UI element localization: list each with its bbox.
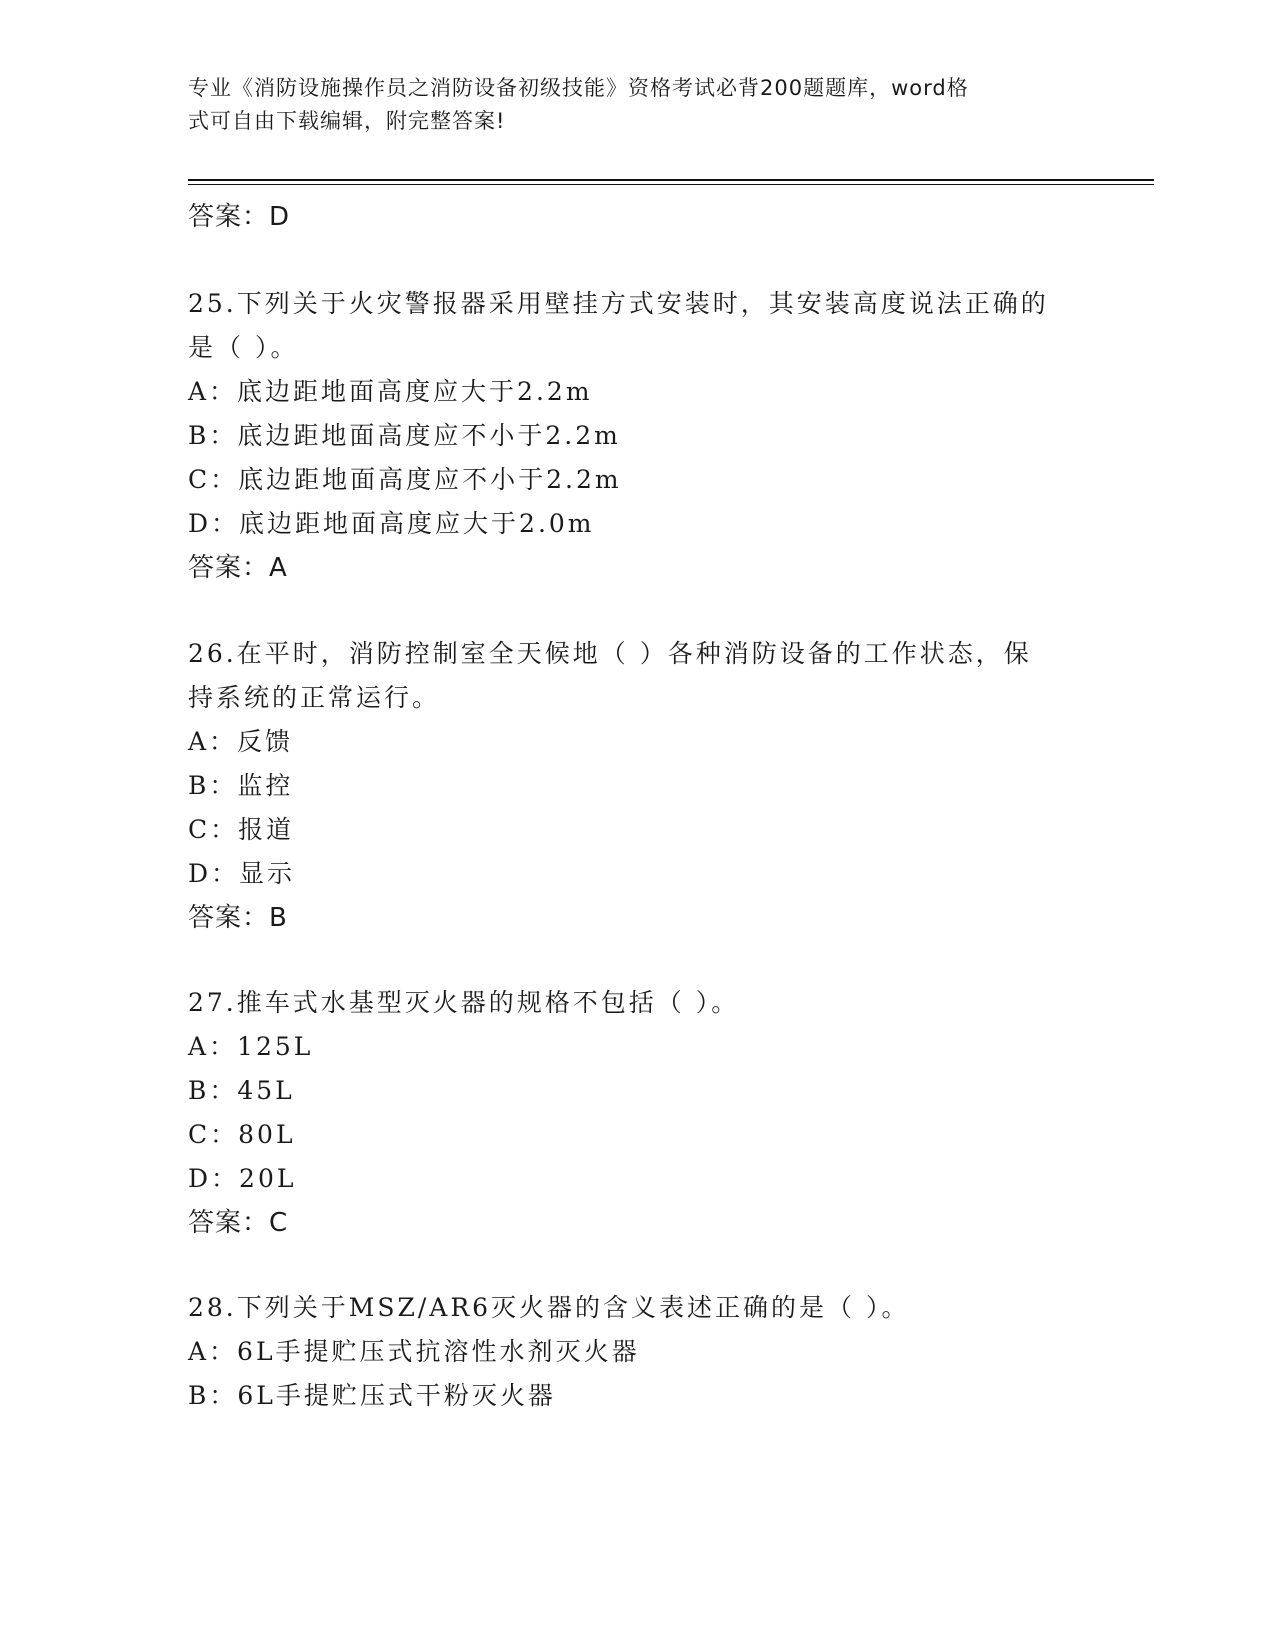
question-26-stem-line-1: 26.在平时，消防控制室全天候地（ ）各种消防设备的工作状态，保 [188,639,1032,668]
question-27-option-a: A：125L [188,1032,314,1061]
document-header [188,72,1068,138]
header-divider-thin [188,184,1154,185]
question-27-stem: 27.推车式水基型灭火器的规格不包括（ ）。 [188,988,740,1017]
question-28-stem: 28.下列关于MSZ/AR6灭火器的含义表述正确的是（ ）。 [188,1293,910,1322]
question-27-option-c: C：80L [188,1120,296,1149]
question-25-stem-line-1: 25.下列关于火灾警报器采用壁挂方式安装时，其安装高度说法正确的 [188,289,1049,318]
question-26-option-c: C：报道 [188,815,295,844]
question-25-option-a: A：底边距地面高度应大于2.2m [188,377,593,406]
header-divider-thick [188,179,1154,181]
question-27-option-b: B：45L [188,1076,295,1105]
question-26-answer: 答案：B [188,903,288,933]
question-28-option-a: A：6L手提贮压式抗溶性水剂灭火器 [188,1337,640,1366]
question-27-answer: 答案：C [188,1208,289,1238]
previous-answer: 答案：D [188,202,291,232]
question-25-option-b: B：底边距地面高度应不小于2.2m [188,421,621,450]
question-26-option-d: D：显示 [188,859,296,888]
header-line-2: 式可自由下载编辑，附完整答案! [188,109,506,133]
question-26-option-b: B：监控 [188,771,294,800]
question-25-option-d: D：底边距地面高度应大于2.0m [188,509,595,538]
question-26-option-a: A：反馈 [188,727,294,756]
question-25-option-c: C：底边距地面高度应不小于2.2m [188,465,622,494]
header-line-1: 专业《消防设施操作员之消防设备初级技能》资格考试必背200题题库，word格 [188,76,969,100]
question-25-stem-line-2: 是（ ）。 [188,333,299,362]
question-27-option-d: D：20L [188,1164,297,1193]
question-25-answer: 答案：A [188,553,288,583]
question-26-stem-line-2: 持系统的正常运行。 [188,683,441,712]
question-28-option-b: B：6L手提贮压式干粉灭火器 [188,1381,556,1410]
